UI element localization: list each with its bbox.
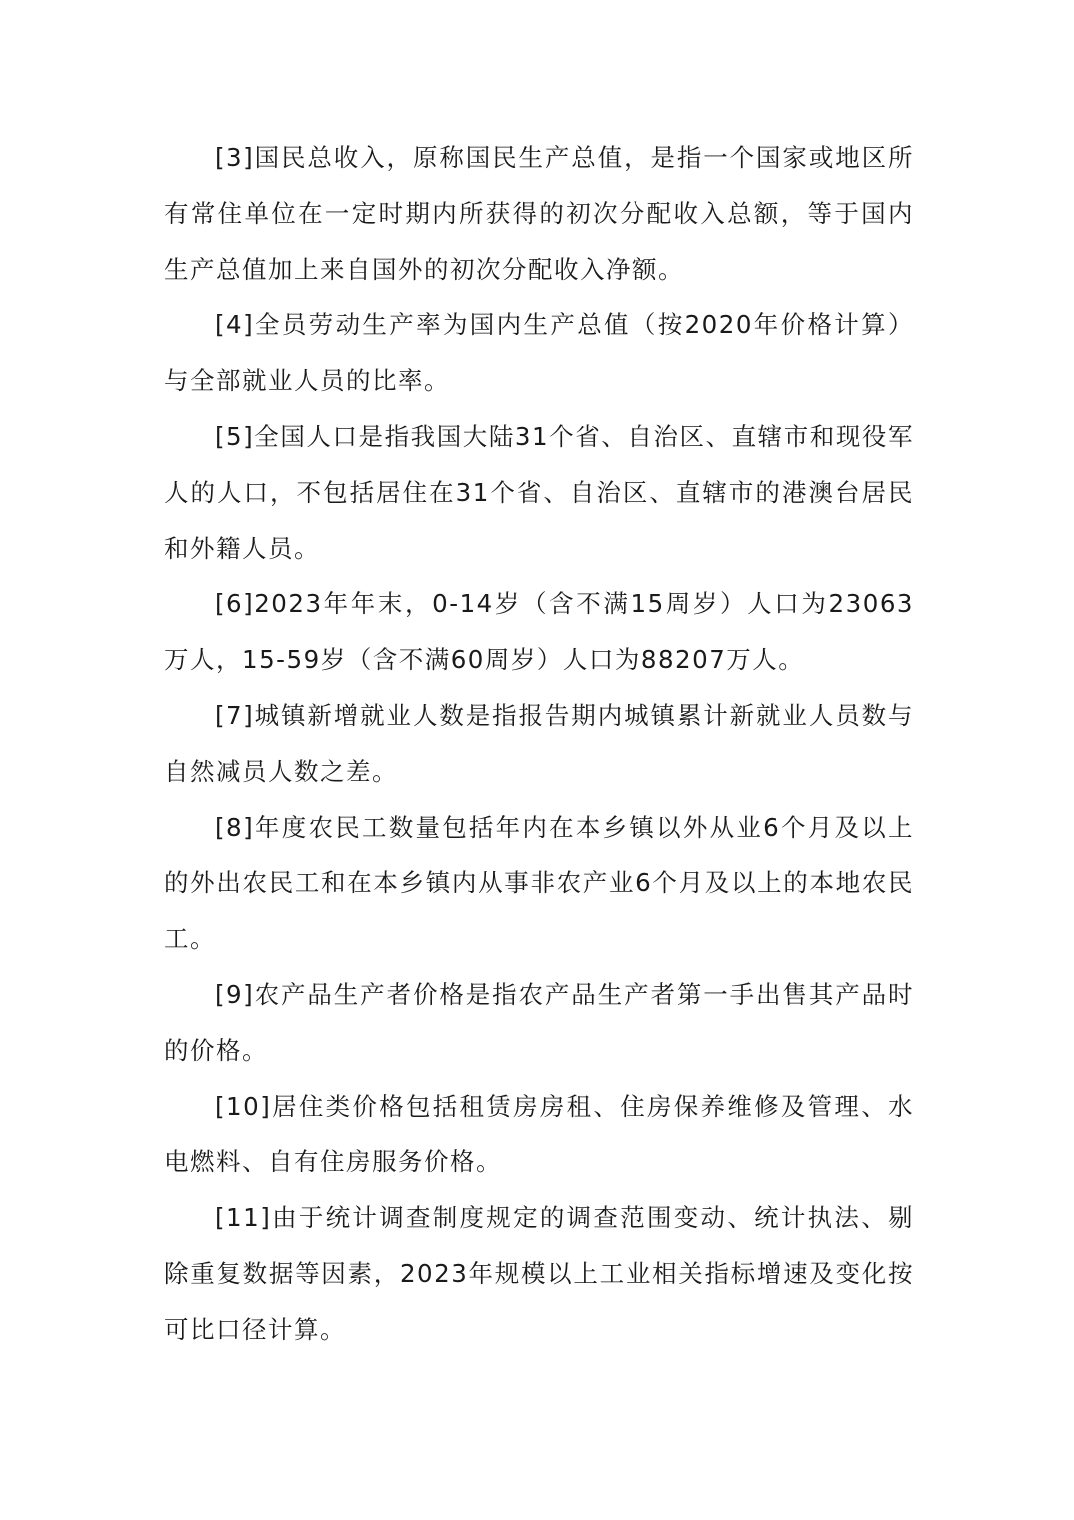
footnote-10: [10]居住类价格包括租赁房房租、住房保养维修及管理、水电燃料、自有住房服务价格。 xyxy=(164,1091,914,1177)
footnote-8: [8]年度农民工数量包括年内在本乡镇以外从业6个月及以上的外出农民工和在本乡镇内从事非农产业6个月及以上的本地农民工。 xyxy=(164,812,914,954)
footnote-9: [9]农产品生产者价格是指农产品生产者第一手出售其产品时的价格。 xyxy=(164,979,914,1065)
footnote-3: [3]国民总收入，原称国民生产总值，是指一个国家或地区所有常住单位在一定时期内所获得的初次分配收入总额，等于国内生产总值加上来自国外的初次分配收入净额。 xyxy=(164,143,914,284)
footnote-4: [4]全员劳动生产率为国内生产总值（按2020年价格计算）与全部就业人员的比率。 xyxy=(164,310,914,396)
footnote-7: [7]城镇新增就业人数是指报告期内城镇累计新就业人员数与自然减员人数之差。 xyxy=(164,700,914,786)
footnote-6: [6]2023年年末，0-14岁（含不满15周岁）人口为23063万人，15-59岁（含不满60周岁）人口为88207万人。 xyxy=(164,589,914,675)
footnote-5: [5]全国人口是指我国大陆31个省、自治区、直辖市和现役军人的人口，不包括居住在31个省、自治区、直辖市的港澳台居民和外籍人员。 xyxy=(164,421,914,563)
footnote-11: [11]由于统计调查制度规定的调查范围变动、统计执法、剔除重复数据等因素，2023年规模以上工业相关指标增速及变化按可比口径计算。 xyxy=(164,1203,914,1344)
